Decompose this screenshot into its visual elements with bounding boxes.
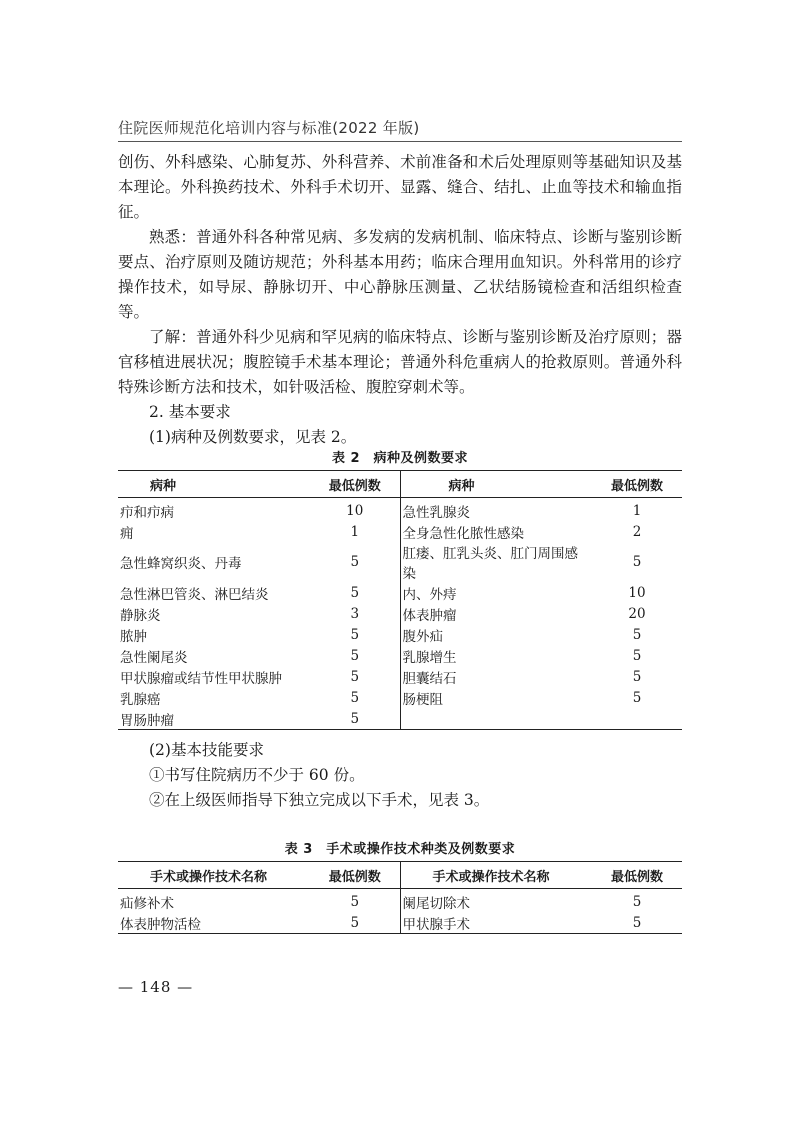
table-cell-count: 5: [308, 687, 400, 708]
table-cell-name: 甲状腺瘤或结节性甲状腺肿: [120, 670, 282, 687]
table-cell-count: 5: [308, 542, 400, 582]
table3-header-procedure: 手术或操作技术名称: [118, 862, 308, 889]
table2-header-disease: 病种: [400, 471, 590, 498]
table-cell-name: 胆囊结石: [402, 670, 457, 687]
table-row: [118, 624, 682, 645]
table-cell-name: 体表肿瘤: [402, 607, 457, 624]
paragraph: (2)基本技能要求: [149, 741, 264, 759]
table2-header-disease: 病种: [118, 471, 308, 498]
table-cell-name: 急性蜂窝织炎、丹毒: [120, 556, 242, 572]
table-cell-count: 5: [632, 893, 642, 910]
table3-title: 表 3 手术或操作技术种类及例数要求: [284, 842, 516, 857]
table3-body: [118, 889, 682, 934]
table2-header-count: 最低例数: [590, 471, 682, 498]
table-cell-name: 内、外痔: [402, 586, 457, 603]
table2-header-row: [118, 471, 682, 498]
table-cell-name: 急性阑尾炎: [120, 649, 188, 666]
table-row: [118, 687, 682, 708]
body-text-middle: [118, 738, 682, 813]
table-row: [118, 666, 682, 687]
running-header-title: 住院医师规范化培训内容与标准(2022 年版): [118, 119, 420, 137]
table-cell-count: 1: [308, 521, 400, 542]
table-row: [118, 498, 682, 522]
table-cell-count: 10: [628, 584, 646, 601]
paragraph: ①书写住院病历不少于 60 份。: [149, 766, 365, 784]
table3: [118, 861, 682, 934]
table-cell-count: 2: [632, 523, 642, 540]
table-cell-count: 5: [308, 645, 400, 666]
paragraph: ②在上级医师指导下独立完成以下手术，见表 3。: [149, 791, 490, 809]
table-cell-name: 乳腺癌: [120, 691, 161, 708]
table2-body: [118, 498, 682, 730]
table-cell-count: 5: [308, 708, 400, 730]
table2-header-count: 最低例数: [308, 471, 400, 498]
table-cell-name: 肛瘘、肛乳头炎、肛门周围感染: [402, 546, 578, 582]
table-cell-count: 5: [308, 912, 400, 934]
table-cell-name: 脓肿: [120, 628, 147, 645]
table-cell-name: [400, 708, 590, 730]
table-cell-name: 急性淋巴管炎、淋巴结炎: [120, 586, 269, 603]
table-row: [118, 521, 682, 542]
table-cell-name: 痈: [120, 525, 134, 542]
table-cell-count: 3: [308, 603, 400, 624]
table-cell-name: 疝修补术: [120, 895, 174, 912]
table-cell-name: 疖和疖病: [120, 504, 174, 521]
table-cell-count: 5: [632, 689, 642, 706]
table-cell-name: 急性乳腺炎: [402, 504, 470, 521]
table-cell-name: 乳腺增生: [402, 649, 457, 666]
table-cell-name: 静脉炎: [120, 607, 161, 624]
table-cell-name: 甲状腺手术: [400, 912, 590, 934]
table-cell-count: 5: [308, 624, 400, 645]
table-row: [118, 542, 682, 582]
table2-title: 表 2 病种及例数要求: [331, 451, 469, 466]
table-row: [118, 708, 682, 730]
table-row: [118, 582, 682, 603]
table-cell-count: 1: [632, 502, 642, 519]
table-row: [118, 645, 682, 666]
table-cell-count: 5: [632, 554, 642, 570]
table-cell-count: 5: [308, 582, 400, 603]
table-cell-name: 胃肠肿瘤: [118, 708, 308, 730]
table-cell-name: 腹外疝: [402, 628, 443, 645]
paragraph: 熟悉：普通外科各种常见病、多发病的发病机制、临床特点、诊断与鉴别诊断要点、治疗原则及随访规范；外科基本用药；临床合理用血知识。外科常用的诊疗操作技术，如导尿、静脉切开、中心静脉压测量、乙状结肠镜检查和活组织检查等。: [118, 228, 682, 321]
table-row: [118, 889, 682, 913]
header-rule: [118, 141, 682, 142]
paragraph: (1)病种及例数要求，见表 2。: [149, 428, 357, 446]
table-cell-name: 阑尾切除术: [402, 895, 470, 912]
table-cell-count: 20: [628, 605, 646, 622]
table2: [118, 470, 682, 730]
table-cell-count: 5: [632, 668, 642, 685]
table-cell-count: 5: [590, 912, 682, 934]
table-cell-count: 5: [308, 666, 400, 687]
table-cell-count: 5: [632, 647, 642, 664]
table3-header-row: [118, 862, 682, 889]
table-cell-count: 5: [308, 889, 400, 913]
table-cell-count: 10: [308, 498, 400, 522]
table-cell-count: [590, 708, 682, 730]
table-cell-count: 5: [632, 626, 642, 643]
table-row: [118, 912, 682, 934]
table3-header-procedure: 手术或操作技术名称: [400, 862, 590, 889]
table-row: [118, 603, 682, 624]
table-cell-name: 肠梗阻: [402, 691, 443, 708]
page-number: — 148 —: [118, 978, 194, 996]
body-text-upper: [118, 150, 682, 450]
table3-header-count: 最低例数: [308, 862, 400, 889]
table-cell-name: 体表肿物活检: [118, 912, 308, 934]
paragraph: 创伤、外科感染、心肺复苏、外科营养、术前准备和术后处理原则等基础知识及基本理论。外科换药技术、外科手术切开、显露、缝合、结扎、止血等技术和输血指征。: [118, 153, 682, 221]
table3-header-count: 最低例数: [590, 862, 682, 889]
table-cell-name: 全身急性化脓性感染: [402, 525, 524, 542]
paragraph: 2. 基本要求: [149, 403, 231, 421]
paragraph: 了解：普通外科少见病和罕见病的临床特点、诊断与鉴别诊断及治疗原则；器官移植进展状况；腹腔镜手术基本理论；普通外科危重病人的抢救原则。普通外科特殊诊断方法和技术，如针吸活检、腹腔穿刺术等。: [118, 328, 682, 396]
